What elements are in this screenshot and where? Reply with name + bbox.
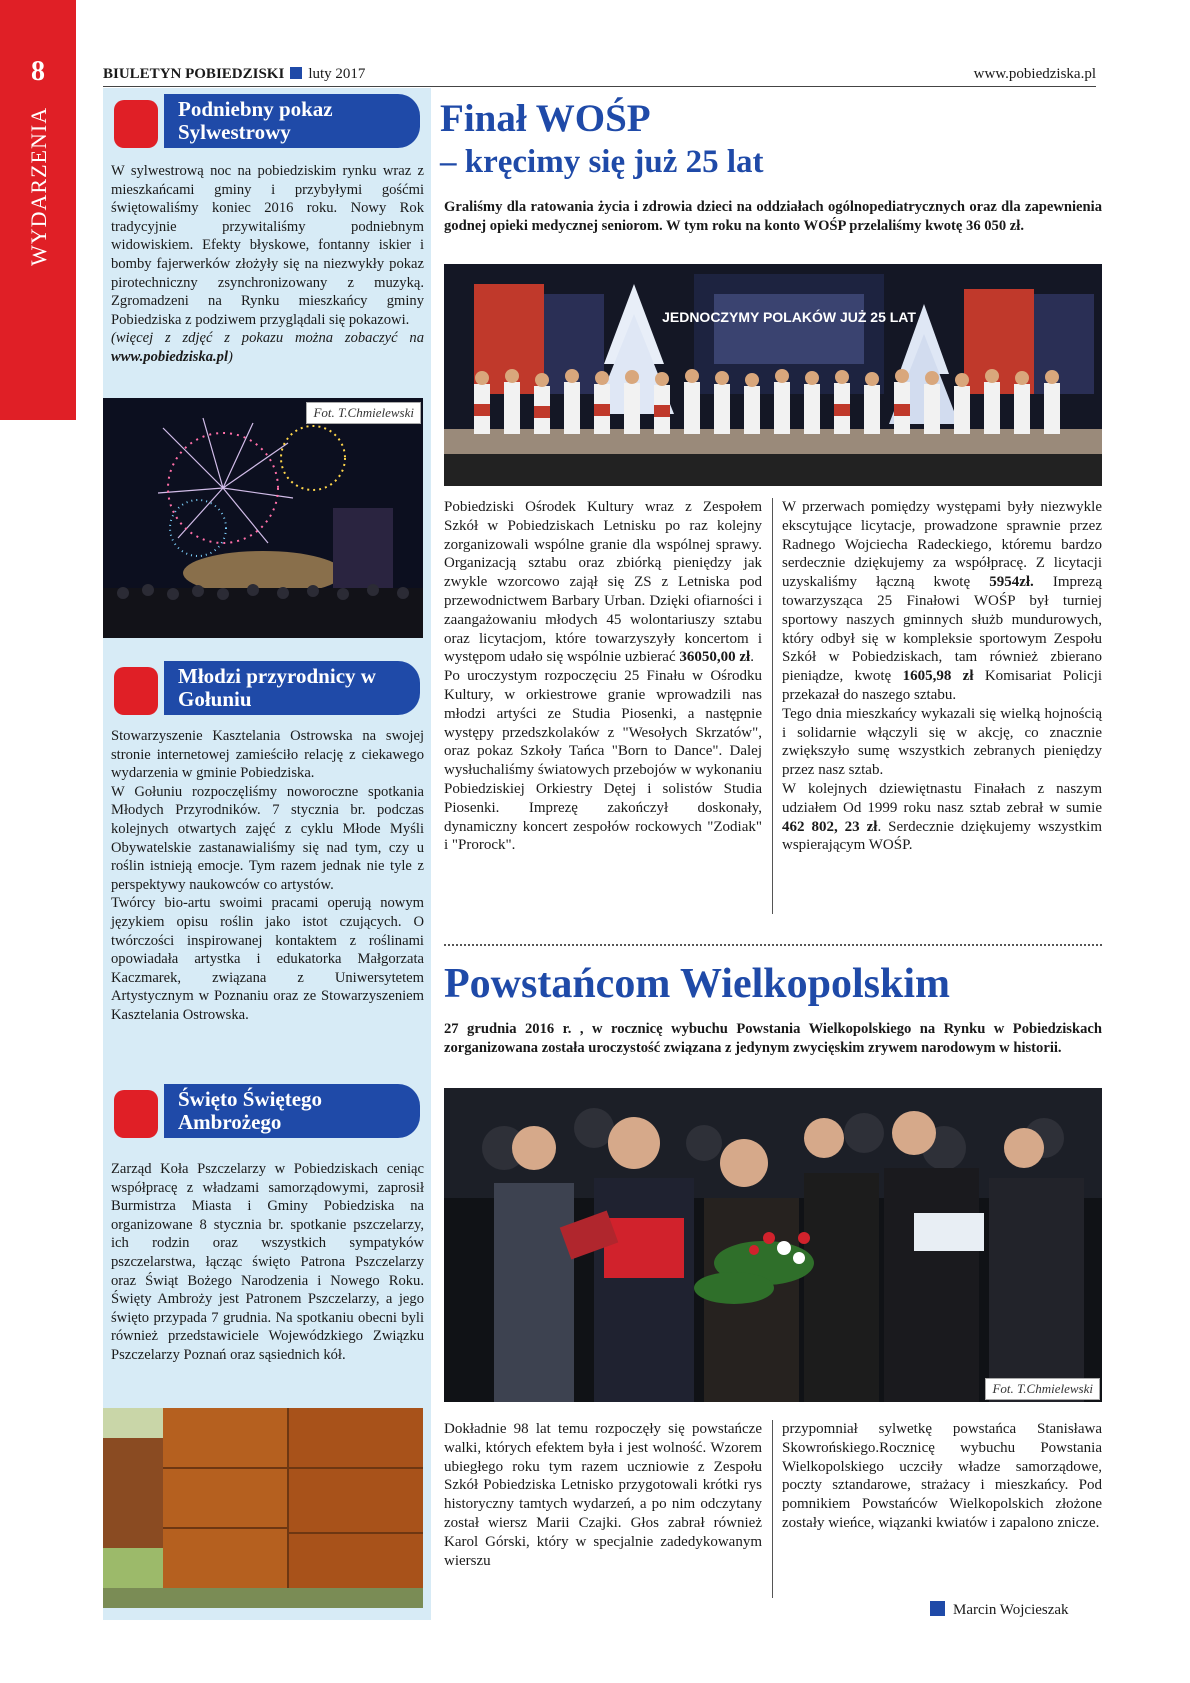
section-heading-ambrozy (114, 1084, 420, 1142)
publication-name: BIULETYN POBIEDZISKI (103, 66, 285, 82)
article-paragraph: przypomniał sylwetkę powstańca Stanisława Skowrońskiego.Rocznicę wybuchu Powstania Wielkopolskiego uczciły władze samorządowe, poczty sztandarowe, strażacy i mieszkańcy. Pod pomnikiem Powstańców Wielkopolskich złożone zostały wieńce, wiązanki kwiatów i zapalono znicze. (782, 1421, 1102, 1531)
dotted-separator (444, 944, 1102, 946)
photo-credit: Fot. T.Chmielewski (306, 402, 421, 424)
issue-date: luty 2017 (308, 66, 366, 82)
amount-auction: 5954zł. (989, 574, 1034, 591)
section-heading-sylwester (114, 94, 420, 152)
ceremony-photo (444, 1088, 1102, 1402)
article-title: Powstańcom Wielkopolskim (444, 961, 951, 1007)
column-divider (772, 498, 773, 914)
square-bullet-icon (290, 67, 302, 79)
heading-red-marker (114, 667, 158, 715)
wosp-column-1 (444, 498, 762, 855)
author-byline (930, 1601, 1069, 1619)
column-divider (772, 1420, 773, 1598)
article-ambrozy (111, 1160, 424, 1365)
article-title: Finał WOŚP (440, 97, 651, 140)
article-text: Zarząd Koła Pszczelarzy w Pobiedziskach ceniąc współpracę z władzami samorządowymi, zaprosił Burmistrza Miasta i Gminy Pobiedziska na organizowane 8 stycznia br. spotkanie pszczelarzy, ich rodzin oraz wszystkich sympatyków pszczelarstwa, łącząc święto Patrona Pszczelarzy oraz Świąt Bożego Narodzenia i Nowego Roku. Święty Ambroży jest Patronem Pszczelarzy, a jego święto przypada 7 grudnia. Na spotkaniu obecni byli również przedstawiciele Wojewódzkiego Związku Pszczelarzy Poznań oraz sąsiednich kół. (111, 1161, 424, 1363)
amount-police: 1605,98 zł (902, 668, 974, 685)
wosp-column-2 (782, 498, 1102, 855)
article-paragraph: Pobiedziski Ośrodek Kultury wraz z Zespołem Szkół w Pobiedziskach Letnisku po raz kolejny zorganizowali wspólne granie dla wspólnej sprawy. Organizacją sztabu oraz zbiórką pieniędzy jak zwykle wzorcowo zajął się ZS z Letniska pod przewodnictwem Barbary Urban. Dzięki ofiarności i zaangażowaniu młodych 45 wolontariuszy sztabu oraz licytacjom, które towarzyszyły koncertom i występom udało się wspólnie uzbierać 36050,00 zł. (444, 499, 762, 666)
article-text: W sylwestrową noc na pobiedziskim rynku wraz z mieszkańcami gminy i przybyłymi gośćmi świętowaliśmy koniec 2016 roku. Nowy Rok tradycyjnie przywitaliśmy podniebnym widowiskiem. Efekty błyskowe, fontanny iskier i bomby fajerwerków złożyły się na niezwykły pokaz pirotechniczny zsynchronizowany z muzyką. Zgromadzeni na Rynku mieszkańcy gminy Pobiedziska z podziwem przyglądali się pokazowi. (111, 163, 424, 328)
heading-title: Podniebny pokaz Sylwestrowy (164, 94, 420, 148)
article-paragraph: Twórcy bio-artu swoimi pracami operują nowym językiem opisu roślin jako istot czujących. O twórczości inspirowanej kontaktem z roślinami opowiadała artystka i edukatorka Małgorzata Kaczmarek, związana z Uniwersytetem Artystycznym w Poznaniu oraz ze Stowarzyszeniem Kasztelania Ostrowska. (111, 895, 424, 1023)
article-subtitle: – kręcimy się już 25 lat (440, 144, 764, 180)
heading-red-marker (114, 1090, 158, 1138)
article-paragraph: Stowarzyszenie Kasztelania Ostrowska na swojej stronie internetowej zamieściło relację z ciekawego wydarzenia w gminie Pobiedziska. (111, 728, 424, 782)
heading-title: Święto Świętego Ambrożego (164, 1084, 420, 1138)
photo-credit: Fot. T.Chmielewski (985, 1378, 1100, 1400)
article-sylwester (111, 162, 424, 367)
amount-history: 462 802, 23 zł (782, 818, 878, 835)
article-note: (więcej z zdjęć z pokazu można zobaczyć na www.pobiedziska.pl) (111, 330, 424, 365)
amount-total: 36050,00 zł (679, 649, 751, 666)
section-label: WYDARZENIA (26, 106, 51, 266)
section-heading-golun (114, 661, 420, 719)
header-rule (103, 86, 1096, 87)
website-link[interactable]: www.pobiedziska.pl (111, 348, 229, 365)
wosp-stage-photo (444, 264, 1102, 486)
fireworks-photo (103, 398, 423, 638)
article-golun (111, 727, 424, 1025)
article-paragraph: Po uroczystym rozpoczęciu 25 Finału w Ośrodku Kultury, w orkiestrowe granie wprowadzili nas młodzi artyści ze Studia Piosenki, a następnie występy przedszkolaków z "Wesołych Skrzatów", oraz pokaz Szkoły Tańca "Born to Dance". Dalej wysłuchaliśmy światowych przebojów w wykonaniu Pobiedziskiej Orkiestry Dętej i solistów Studia Piosenki. Imprezę zakończył doskonały, dynamiczny koncert zespołów rockowych "Zodiak" i "Prorock". (444, 668, 762, 854)
heading-red-marker (114, 100, 158, 148)
page-number: 8 (31, 56, 45, 87)
article-paragraph: W Gołuniu rozpoczęliśmy noworoczne spotkania Młodych Przyrodników. 7 stycznia br. podczas kolejnych otwartych zajęć z cyklu Młode Myśli Obywatelskie zastanawialiśmy się nad tym, czy u roślin istnieją emocje. Tym razem jednak nie tyle z perspektywy naukowców co artystów. (111, 783, 424, 893)
heading-title: Młodzi przyrodnicy w Gołuniu (164, 661, 420, 715)
website-url: www.pobiedziska.pl (973, 66, 1096, 82)
article-paragraph: W kolejnych dziewiętnastu Finałach z naszym udziałem Od 1999 roku nasz sztab zebrał w sumie 462 802, 23 zł. Serdecznie dziękujemy wszystkim wspierającym WOŚP. (782, 780, 1103, 854)
square-bullet-icon (930, 1601, 945, 1616)
banner-text: JEDNOCZYMY POLAKÓW JUŻ 25 LAT (662, 309, 916, 325)
running-header (103, 66, 365, 83)
article-paragraph: W przerwach pomiędzy występami były niezwykle ekscytujące licytacje, prowadzone sprawnie przez Radnego Wojciecha Radeckiego, któremu bardzo serdecznie dziękujemy za współpracę. Z licytacji uzyskaliśmy łączną kwotę 5954zł. Imprezą towarzysząca 25 Finałowi WOŚP był turniej sportowy naszych gminnych służb mundurowych, który odbył się w kompleksie sportowym Zespołu Szkół w Pobiedziskach, tam również zbierano pieniądze, kwotę 1605,98 zł Komisariat Policji przekazał do naszego sztabu. (782, 499, 1102, 703)
article-paragraph: Dokładnie 98 lat temu rozpoczęły się powstańcze walki, których efektem była i jest wolność. Wzorem ubiegłego roku tym razem uczniowie z Zespołu Szkół Pobiedziska Letnisko przygotowali krótki rys historyczny tamtych wydarzeń, a po nim odczytany został wiersz Marii Czajki. Głos zabrał również Karol Górski, który w specjalnie zadedykowanym wierszu (444, 1421, 762, 1569)
article-lead: Graliśmy dla ratowania życia i zdrowia dzieci na oddziałach ogólnopediatrycznych oraz dla zapewnienia godnej opieki medycznej seniorom. W tym roku na konto WOŚP przelaliśmy kwotę 36 050 zł. (444, 199, 1102, 234)
author-name: Marcin Wojcieszak (953, 1602, 1069, 1618)
article-lead: 27 grudnia 2016 r. , w rocznicę wybuchu Powstania Wielkopolskiego na Rynku w Pobiedziskach zorganizowana została uroczystość związana z jedynym zwycięskim zrywem narodowym w historii. (444, 1021, 1102, 1056)
pw-column-1 (444, 1420, 762, 1570)
pw-column-2 (782, 1420, 1102, 1533)
article-paragraph: Tego dnia mieszkańcy wykazali się wielką hojnością i solidarnie włączyli się w akcję, co znacznie zwiększyło sumę wszystkich zebranych pieniędzy przez nasz sztab. (782, 705, 1102, 779)
beehives-photo (103, 1408, 423, 1608)
